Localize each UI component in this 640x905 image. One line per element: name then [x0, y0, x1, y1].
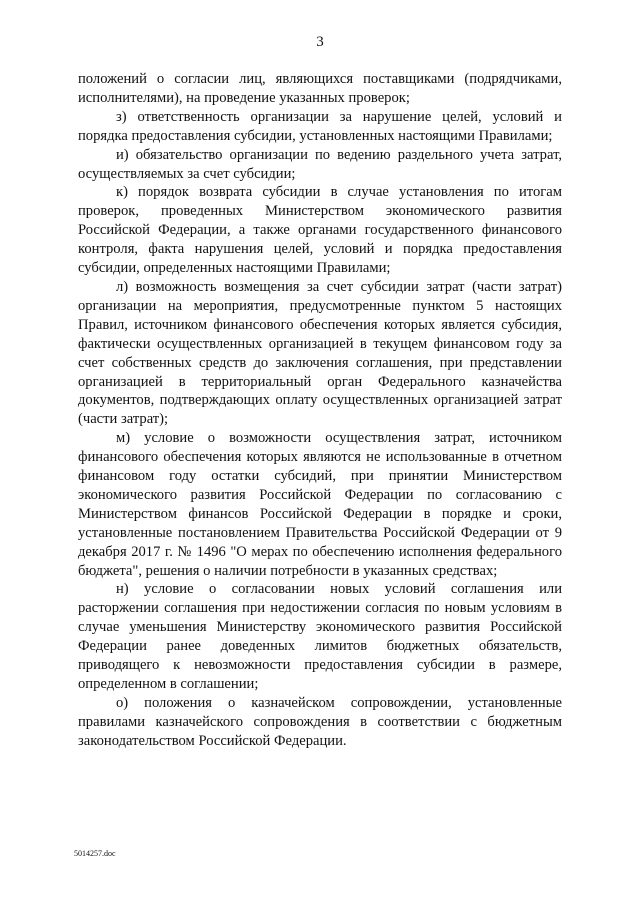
paragraph-item-n: н) условие о согласовании новых условий соглашения или расторжении соглашения при недостижении согласия по новым условиям в случае уменьшения Министерству экономического развития Российской Федерации ранее доведенных лимитов бюджетных обязательств, приводящего к невозможности предоставления субсидии в размере, определенном в соглашении; [78, 581, 562, 692]
file-name-footer: 5014257.doc [74, 849, 116, 858]
paragraph-continuation: положений о согласии лиц, являющихся поставщиками (подрядчиками, исполнителями), на проведение указанных проверок; [78, 71, 562, 106]
document-body [78, 70, 562, 751]
paragraph-item-i: и) обязательство организации по ведению раздельного учета затрат, осуществляемых за счет субсидии; [78, 146, 562, 182]
paragraph-item-o: о) положения о казначейском сопровождении, установленные правилами казначейского сопровождения в соответствии с бюджетным законодательством Российской Федерации. [78, 694, 562, 749]
paragraph-item-m: м) условие о возможности осуществления затрат, источником финансового обеспечения которых являются не использованные в отчетном финансовом году остатки субсидий, при принятии Министерством экономического развития Российской Федерации по согласованию с Министерством финансов Российской Федерации в порядке и сроки, установленные постановлением Правительства Российской Федерации от 9 декабря 2017 г. № 1496 "О мерах по обеспечению исполнения федерального бюджета", решения о наличии потребности в указанных средствах; [78, 430, 562, 579]
page-number: 3 [316, 34, 324, 50]
paragraph-item-k: к) порядок возврата субсидии в случае установления по итогам проверок, проведенных Министерством экономического развития Российской Федерации, а также органами государственного финансового контроля, факта нарушения целей, условий и порядка предоставления субсидии, определенных настоящими Правилами; [78, 184, 562, 277]
paragraph-item-z: з) ответственность организации за нарушение целей, условий и порядка предоставления субсидии, установленных настоящими Правилами; [78, 108, 562, 144]
paragraph-item-l: л) возможность возмещения за счет субсидии затрат (части затрат) организации на мероприятия, предусмотренные пунктом 5 настоящих Правил, источником финансового обеспечения которых является субсидия, фактически осуществленных организацией в текущем финансовом году за счет собственных средств до заключения соглашения, при представлении организацией в территориальный орган Федерального казначейства документов, подтверждающих оплату осуществленных организацией затрат (части затрат); [78, 278, 562, 428]
